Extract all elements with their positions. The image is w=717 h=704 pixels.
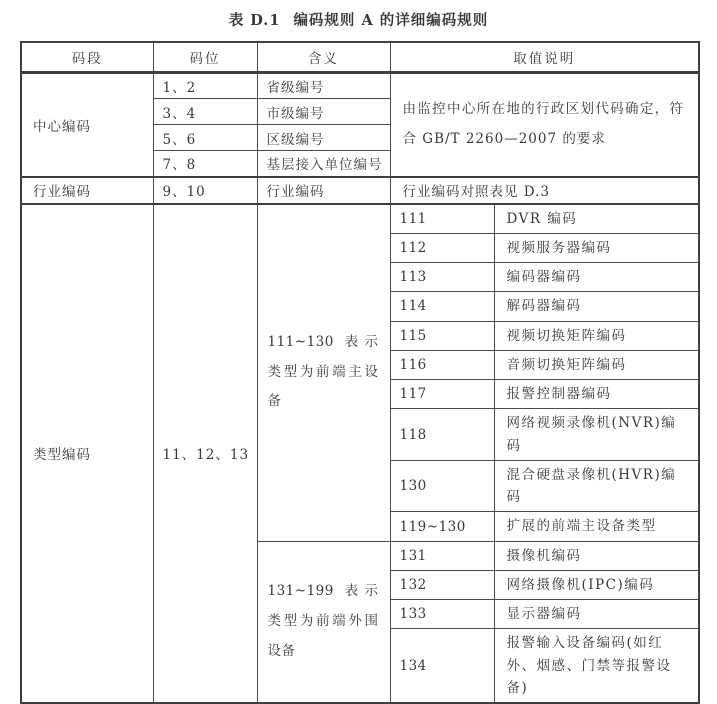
sub-desc-cell: 视频切换矩阵编码 [494, 321, 699, 350]
table-row [21, 204, 699, 234]
col-header-code-position: 码位 [153, 42, 257, 73]
code-position-cell: 7、8 [153, 151, 257, 177]
sub-code-cell: 116 [390, 350, 494, 379]
sub-desc-cell: 摄像机编码 [494, 541, 699, 570]
sub-code-cell: 115 [390, 321, 494, 350]
sub-code-cell: 119~130 [390, 512, 494, 541]
sub-desc-cell: 网络摄像机(IPC)编码 [494, 570, 699, 599]
coding-rules-table [20, 41, 700, 704]
sub-code-cell: 132 [390, 570, 494, 599]
sub-desc-cell: 混合硬盘录像机(HVR)编码 [494, 460, 699, 512]
code-position-cell: 5、6 [153, 125, 257, 151]
header-row [21, 42, 699, 73]
sub-code-cell: 114 [390, 292, 494, 321]
sub-desc-cell: 报警控制器编码 [494, 380, 699, 409]
code-position-cell-type: 11、12、13 [153, 204, 257, 704]
meaning-cell: 市级编号 [257, 99, 390, 125]
table-row-industry [21, 177, 699, 204]
value-note-cell-industry: 行业编码对照表见 D.3 [390, 177, 699, 204]
sub-code-cell: 130 [390, 460, 494, 512]
segment-cell-center: 中心编码 [21, 73, 153, 177]
sub-code-cell: 117 [390, 380, 494, 409]
sub-desc-cell: 报警输入设备编码(如红外、烟感、门禁等报警设备) [494, 629, 699, 703]
sub-desc-cell: 网络视频录像机(NVR)编码 [494, 409, 699, 461]
col-header-value-note: 取值说明 [390, 42, 699, 73]
sub-code-cell: 118 [390, 409, 494, 461]
sub-desc-cell: 音频切换矩阵编码 [494, 350, 699, 379]
table-caption-text: 编码规则 A 的详细编码规则 [293, 12, 489, 29]
table-caption [0, 0, 717, 30]
code-position-cell: 1、2 [153, 73, 257, 99]
code-position-cell: 9、10 [153, 177, 257, 204]
sub-desc-cell: 扩展的前端主设备类型 [494, 512, 699, 541]
sub-code-cell: 133 [390, 600, 494, 629]
value-note-cell-center: 由监控中心所在地的行政区划代码确定，符合 GB/T 2260—2007 的要求 [390, 73, 699, 177]
sub-code-cell: 131 [390, 541, 494, 570]
sub-desc-cell: 解码器编码 [494, 292, 699, 321]
sub-code-cell: 113 [390, 263, 494, 292]
col-header-meaning: 含义 [257, 42, 390, 73]
sub-desc-cell: 显示器编码 [494, 600, 699, 629]
sub-code-cell: 112 [390, 233, 494, 262]
meaning-cell: 行业编码 [257, 177, 390, 204]
code-position-cell: 3、4 [153, 99, 257, 125]
meaning-cell: 区级编号 [257, 125, 390, 151]
meaning-cell: 基层接入单位编号 [257, 151, 390, 177]
sub-code-cell: 134 [390, 629, 494, 703]
sub-code-cell: 111 [390, 204, 494, 234]
sub-desc-cell: DVR 编码 [494, 204, 699, 234]
sub-desc-cell: 视频服务器编码 [494, 233, 699, 262]
segment-cell-type: 类型编码 [21, 204, 153, 704]
table-row [21, 73, 699, 99]
segment-cell-industry: 行业编码 [21, 177, 153, 204]
col-header-code-segment: 码段 [21, 42, 153, 73]
meaning-cell-main-devices: 111~130 表示类型为前端主设备 [257, 204, 390, 542]
meaning-cell-peripheral-devices: 131~199 表示类型为前端外围设备 [257, 541, 390, 703]
sub-desc-cell: 编码器编码 [494, 263, 699, 292]
table-caption-number: 表 D.1 [228, 12, 281, 29]
meaning-cell: 省级编号 [257, 73, 390, 99]
